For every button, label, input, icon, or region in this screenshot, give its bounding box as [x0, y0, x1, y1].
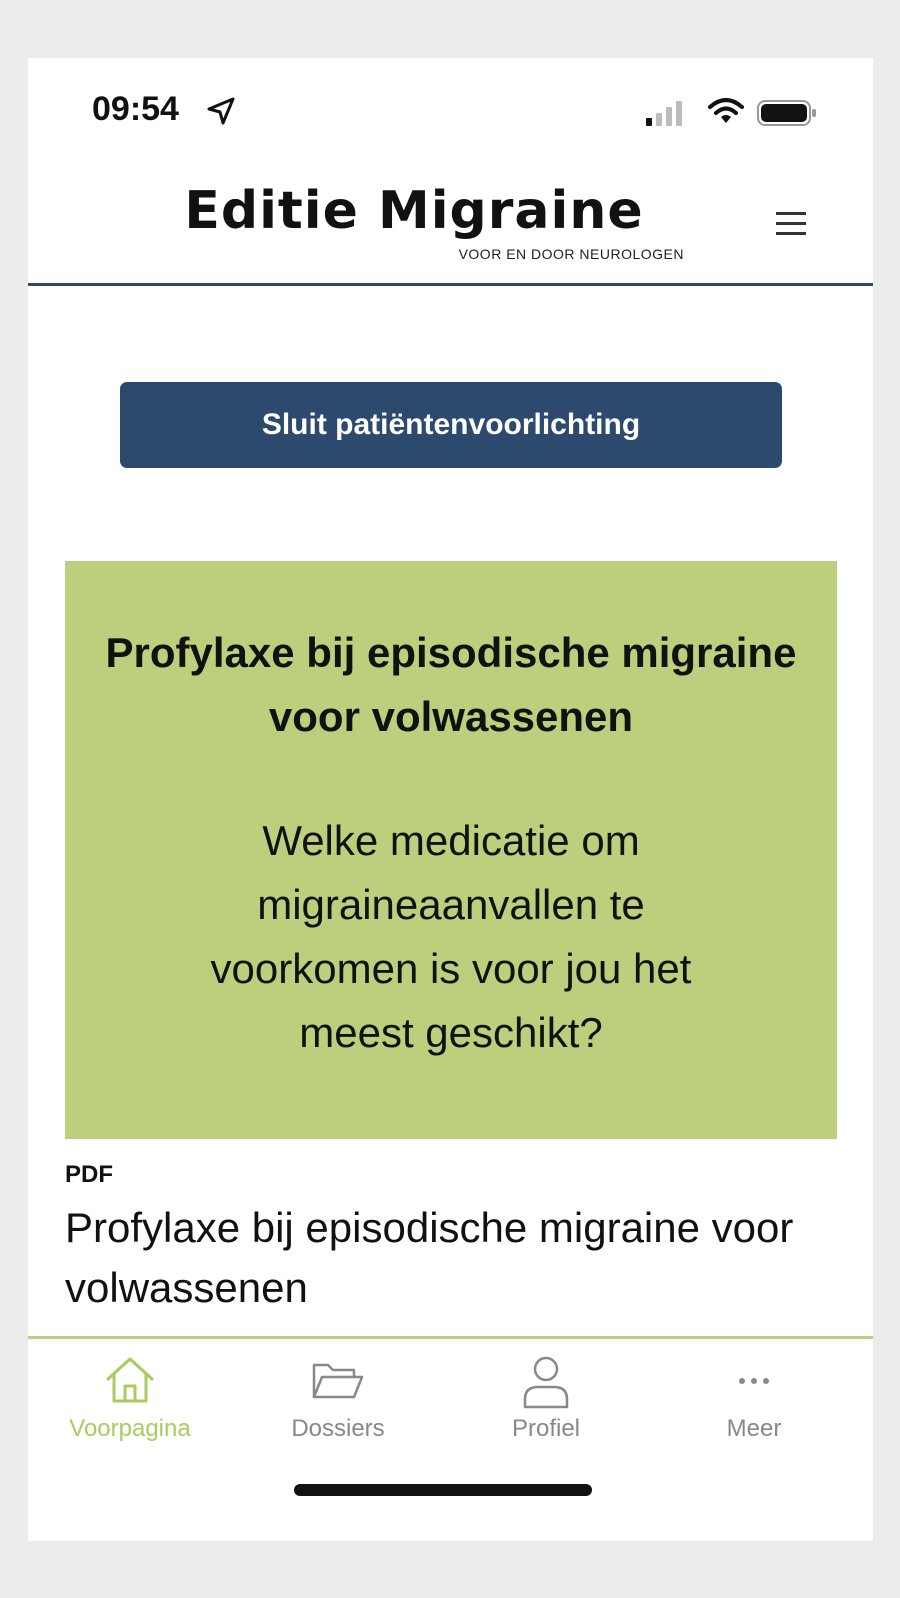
document-cover-card[interactable]	[65, 561, 837, 1139]
hamburger-menu-icon[interactable]	[774, 208, 808, 240]
document-title-link[interactable]: Profylaxe bij episodische migraine voor volwassenen	[65, 1204, 794, 1311]
more-dots-icon	[728, 1355, 780, 1405]
logo-subtitle: VOOR EN DOOR NEUROLOGEN	[458, 246, 684, 262]
tab-label-voorpagina: Voorpagina	[69, 1415, 191, 1442]
editie-migraine-logo[interactable]	[144, 176, 684, 276]
tab-label-dossiers: Dossiers	[291, 1415, 385, 1442]
location-arrow-icon	[206, 96, 236, 126]
document-type-label: PDF	[65, 1161, 113, 1188]
cover-title: Profylaxe bij episodische migraine voor volwassenen	[105, 629, 797, 740]
app-header	[28, 168, 873, 344]
phone-screen	[28, 58, 873, 1541]
status-time: 09:54	[92, 90, 179, 128]
bottom-tab-bar	[28, 1336, 873, 1541]
cover-question: Welke medicatie om migraineaanvallen te voorkomen is voor jou het meest geschikt?	[210, 817, 692, 1056]
logo-title: Editie Migraine	[184, 181, 644, 241]
close-patient-info-button[interactable]: Sluit patiëntenvoorlichting	[120, 382, 782, 468]
tab-meer[interactable]	[654, 1355, 854, 1455]
header-divider	[28, 283, 873, 286]
tab-label-profiel: Profiel	[511, 1415, 581, 1442]
home-icon	[104, 1355, 156, 1405]
tab-profiel[interactable]	[446, 1355, 646, 1455]
folder-icon	[310, 1355, 366, 1405]
tab-label-meer: Meer	[726, 1415, 782, 1442]
battery-icon	[756, 98, 818, 128]
status-bar	[28, 58, 873, 168]
person-icon	[520, 1355, 572, 1411]
cellular-signal-icon	[644, 100, 688, 126]
tab-voorpagina[interactable]	[30, 1355, 230, 1455]
wifi-icon	[708, 96, 744, 126]
tab-dossiers[interactable]	[238, 1355, 438, 1455]
home-indicator[interactable]	[294, 1484, 592, 1496]
